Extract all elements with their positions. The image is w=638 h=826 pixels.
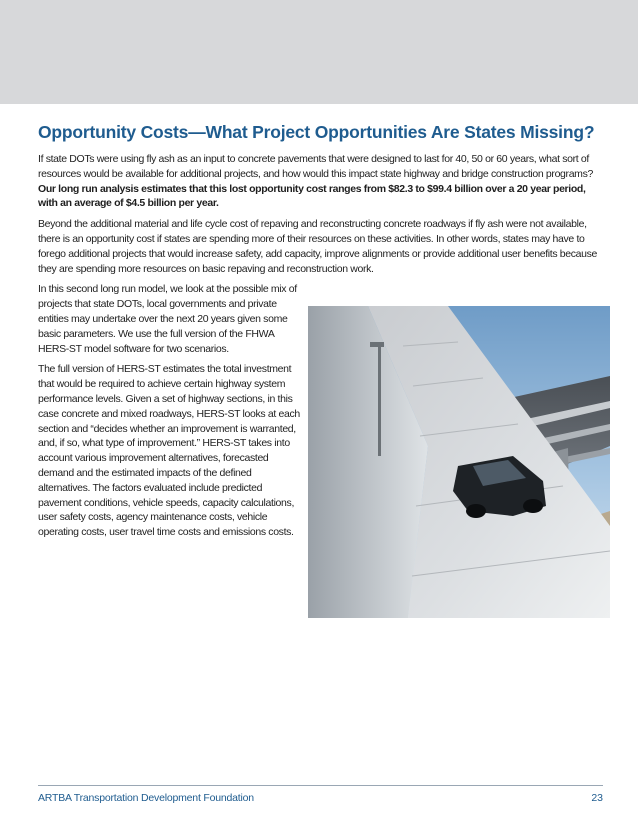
footer-organization: ARTBA Transportation Development Foundation [38,792,254,804]
header-band [0,0,638,104]
long-run-model-paragraph: In this second long run model, we look at the possible mix of projects that state DOTs, local governments and private entities may undertake over the next 20 years given some basic parameters. We use the full version of the FHWA HERS-ST model software for two scenarios. [38,283,297,355]
section-title: Opportunity Costs—What Project Opportunities Are States Missing? [38,122,595,142]
intro-text: If state DOTs were using fly ash as an input to concrete pavements that were designed to last for 40, 50 or 60 years, what sort of resources would be available for additional projects, and how would this impact state highway and bridge construction programs? [38,153,593,180]
intro-paragraph [38,152,603,211]
highway-photo [308,306,610,618]
hers-st-paragraph: The full version of HERS-ST estimates the total investment that would be required to achieve certain highway system performance levels. Given a set of highway sections, in this case concrete and mixed roadways, HERS-ST looks at each section and “decides whether an improvement is warranted, and, if so, what type of improvement.” HERS-ST takes into account various improvement alternatives, forecasted demand and the estimated impacts of the defined alternatives. The factors evaluated include predicted pavement conditions, vehicle speeds, capacity calculations, user safety costs, agency maintenance costs, vehicle operating costs, user travel time costs and emissions costs. [38,363,300,539]
key-finding-text: Our long run analysis estimates that this lost opportunity cost ranges from $82.3 to $99.4 billion over a 20 year period, with an average of $4.5 billion per year. [38,182,586,210]
highway-illustration [308,306,610,618]
opportunity-cost-text: Beyond the additional material and life cycle cost of repaving and reconstructing concrete roadways if fly ash were not available, there is an opportunity cost if states are spending more of their resources on these activities. In other words, states may have to forego additional projects that would increase safety, add capacity, improve alignments or provide additional user benefits because they are spending more resources on basic repaving and reconstruction work. [38,218,598,275]
footer-divider [38,785,603,786]
page-number: 23 [591,792,603,804]
opportunity-cost-paragraph [38,217,598,276]
